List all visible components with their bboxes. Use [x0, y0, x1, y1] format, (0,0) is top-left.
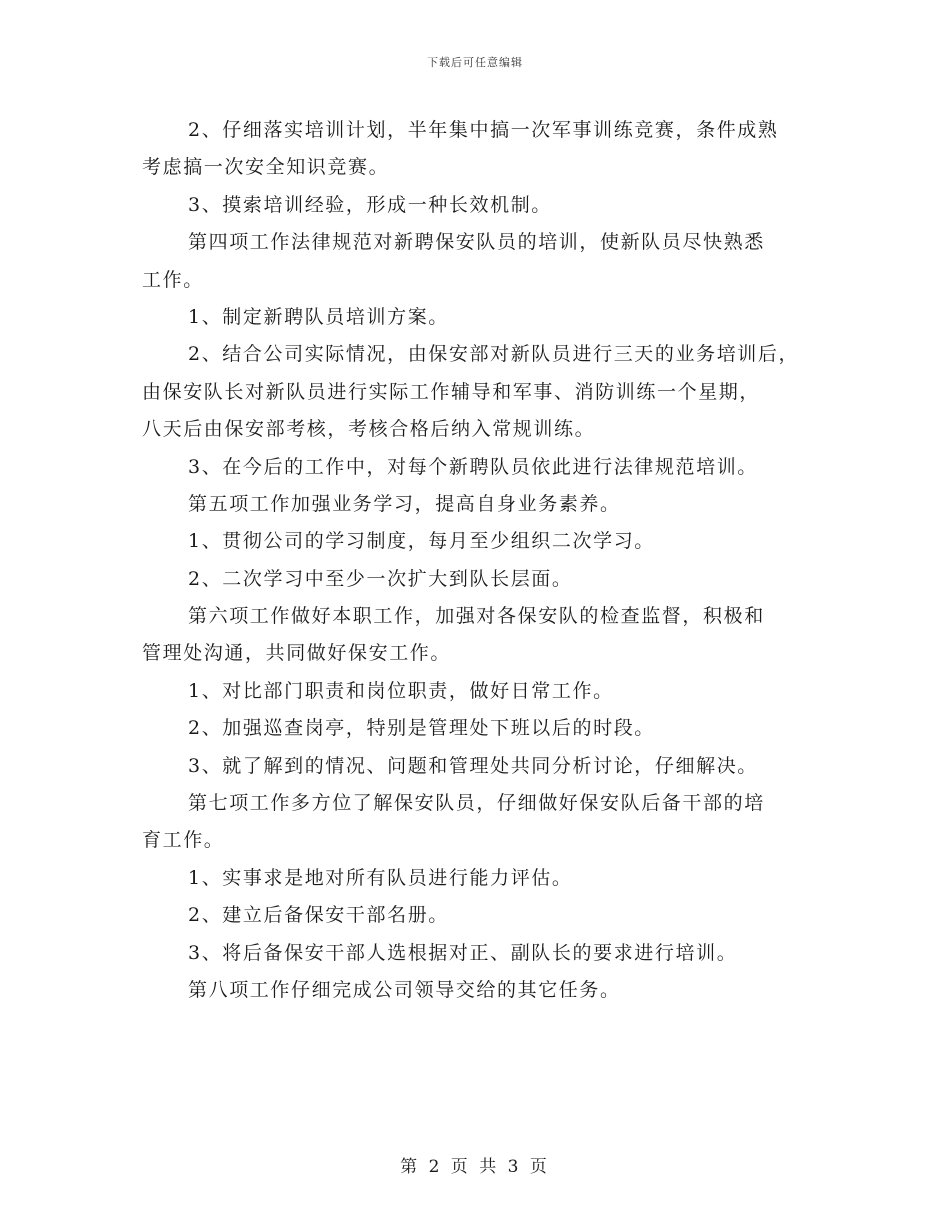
paragraph-line: 3、将后备保安干部人选根据对正、副队长的要求进行培训。 — [188, 941, 738, 964]
paragraph-line: 2、结合公司实际情况，由保安部对新队员进行三天的业务培训后， — [188, 343, 800, 366]
paragraph-line: 八天后由保安部考核，考核合格后纳入常规训练。 — [142, 418, 596, 441]
paragraph-line: 2、加强巡查岗亭，特别是管理处下班以后的时段。 — [188, 717, 655, 740]
paragraph-line: 工作。 — [142, 268, 204, 291]
paragraph-line: 考虑搞一次安全知识竞赛。 — [142, 156, 390, 179]
paragraph-line: 管理处沟通，共同做好保安工作。 — [142, 642, 452, 665]
paragraph-line: 2、二次学习中至少一次扩大到队长层面。 — [188, 567, 573, 590]
paragraph-line: 1、贯彻公司的学习制度，每月至少组织二次学习。 — [188, 530, 655, 553]
paragraph-line: 育工作。 — [142, 829, 225, 852]
page-header: 下载后可任意编辑 — [427, 56, 523, 69]
paragraph-line: 2、仔细落实培训计划，半年集中搞一次军事训练竞赛，条件成熟 — [188, 119, 779, 141]
paragraph-line: 第四项工作法律规范对新聘保安队员的培训，使新队员尽快熟悉 — [188, 231, 765, 254]
paragraph-line: 1、对比部门职责和岗位职责，做好日常工作。 — [188, 679, 614, 702]
paragraph-line: 2、建立后备保安干部名册。 — [188, 904, 449, 927]
paragraph-line: 1、实事求是地对所有队员进行能力评估。 — [188, 866, 573, 889]
paragraph-line: 由保安队长对新队员进行实际工作辅导和军事、消防训练一个星期， — [142, 380, 761, 403]
paragraph-line: 3、就了解到的情况、问题和管理处共同分析讨论，仔细解决。 — [188, 754, 758, 777]
paragraph-line: 第七项工作多方位了解保安队员，仔细做好保安队后备干部的培 — [188, 792, 765, 815]
paragraph-line: 3、在今后的工作中，对每个新聘队员依此进行法律规范培训。 — [188, 455, 758, 478]
paragraph-line: 3、摸索培训经验，形成一种长效机制。 — [188, 193, 552, 216]
document-body — [142, 112, 812, 1009]
page-number-footer: 第 2 页 共 3 页 — [400, 1157, 550, 1177]
paragraph-line: 第六项工作做好本职工作，加强对各保安队的检查监督，积极和 — [188, 605, 765, 628]
paragraph-line: 1、制定新聘队员培训方案。 — [188, 305, 449, 328]
paragraph-line: 第五项工作加强业务学习，提高自身业务素养。 — [188, 492, 621, 515]
paragraph-line: 第八项工作仔细完成公司领导交给的其它任务。 — [188, 978, 621, 1001]
